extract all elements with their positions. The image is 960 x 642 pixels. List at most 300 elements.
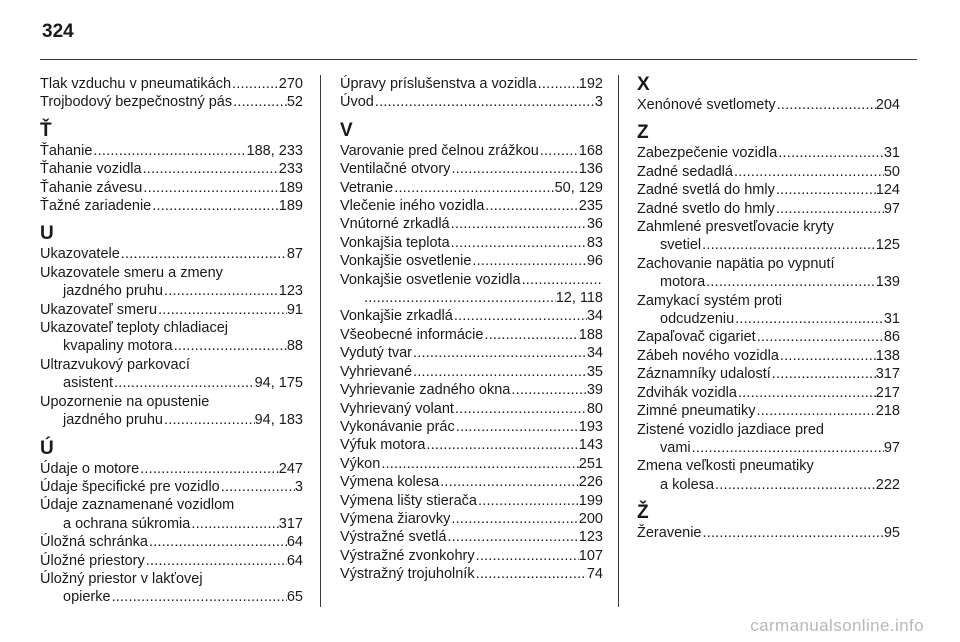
index-entry-pages: 31 <box>883 145 900 162</box>
index-entry-term: Výstražný trojuholník <box>340 566 475 583</box>
index-entry-line <box>637 457 900 475</box>
index-entry-line <box>40 588 303 606</box>
leader-dots <box>734 310 884 328</box>
index-entry-line <box>637 365 900 383</box>
index-entry-pages: 97 <box>883 439 900 456</box>
index-entry-term: odcudzeniu <box>660 311 735 328</box>
index-entry <box>40 570 303 607</box>
index-entry-line <box>637 328 900 346</box>
index-column-1 <box>40 75 303 607</box>
index-entry-pages: 168 <box>578 142 603 159</box>
leader-dots <box>737 384 876 402</box>
index-entry-term: Ukazovateľ smeru <box>40 301 158 318</box>
index-entry-pages: 235 <box>578 198 603 215</box>
index-entry <box>340 271 603 308</box>
index-entry-line <box>340 271 603 289</box>
index-entry-pages: 123 <box>578 529 603 546</box>
index-entry-term: Úpravy príslušenstva a vozidla <box>340 76 537 92</box>
index-entry-line <box>40 142 303 160</box>
leader-dots <box>120 245 287 263</box>
index-entry-term: Výstražné svetlá <box>340 529 447 546</box>
leader-dots <box>771 365 876 383</box>
index-entry-line <box>40 478 303 496</box>
index-entry-term: Ukazovateľ teploty chladiacej <box>40 320 228 337</box>
index-letter-heading: Ť <box>40 119 52 141</box>
leader-dots <box>475 547 579 565</box>
index-entry-term: Ultrazvukový parkovací <box>40 356 190 373</box>
index-entry-line <box>40 393 303 411</box>
leader-dots <box>446 528 578 546</box>
index-entry-line <box>40 515 303 533</box>
index-entry-line <box>40 93 303 111</box>
index-entry-line <box>40 319 303 337</box>
index-entry-line <box>40 374 303 392</box>
index-entry-line <box>340 363 603 381</box>
leader-dots <box>380 455 578 473</box>
index-entry-pages: 189 <box>278 198 303 215</box>
index-entry-term: Úložné priestory <box>40 552 145 569</box>
index-entry <box>637 365 900 383</box>
index-entry-term: Ťažné zariadenie <box>40 198 152 215</box>
index-entry-pages: 80 <box>586 400 603 417</box>
index-entry <box>40 75 303 93</box>
index-entry-term: Varovanie pred čelnou zrážkou <box>340 142 539 159</box>
leader-dots <box>232 93 287 111</box>
index-entry-line <box>637 402 900 420</box>
index-entry-term: opierke <box>63 589 111 606</box>
leader-dots <box>733 163 884 181</box>
index-entry <box>40 197 303 215</box>
index-entry <box>340 473 603 491</box>
leader-dots <box>157 301 287 319</box>
index-entry-line <box>340 418 603 436</box>
leader-dots <box>111 588 287 606</box>
index-entry-pages: 125 <box>875 237 900 254</box>
leader-dots <box>484 197 579 215</box>
index-entry-line <box>637 273 900 291</box>
index-entry-pages: 12, 118 <box>555 290 603 307</box>
index-entry-term: Vlečenie iného vozidla <box>340 198 485 215</box>
index-entry-pages: 64 <box>286 534 303 551</box>
index-entry-line <box>340 547 603 565</box>
leader-dots <box>412 363 587 381</box>
index-entry-pages: 136 <box>578 161 603 178</box>
index-entry-pages: 88 <box>286 338 303 355</box>
index-entry-term: vami <box>660 439 691 456</box>
index-entry-line <box>340 160 603 178</box>
index-entry <box>340 234 603 252</box>
index-entry-term: Upozornenie na opustenie <box>40 393 210 410</box>
index-entry-term: a kolesa <box>660 476 715 493</box>
index-entry-pages: 94, 183 <box>254 412 303 429</box>
index-entry-pages: 3 <box>294 478 303 495</box>
index-entry-line <box>340 381 603 399</box>
index-entry <box>340 142 603 160</box>
index-entry <box>340 363 603 381</box>
index-entry-pages: 52 <box>286 94 303 111</box>
index-entry <box>40 496 303 533</box>
index-entry-line <box>340 510 603 528</box>
leader-dots <box>776 96 876 114</box>
leader-dots <box>755 402 875 420</box>
index-entry-line <box>40 75 303 93</box>
index-entry <box>340 160 603 178</box>
index-entry-pages: 270 <box>278 76 303 92</box>
index-entry <box>40 93 303 111</box>
index-entry-pages: 222 <box>875 476 900 493</box>
index-entry-pages: 74 <box>586 566 603 583</box>
index-entry-line <box>340 179 603 197</box>
leader-dots <box>145 552 287 570</box>
index-entry-term: svetiel <box>660 237 702 254</box>
index-entry <box>637 255 900 292</box>
leader-dots <box>450 160 578 178</box>
index-entry-line <box>637 200 900 218</box>
index-entry <box>637 163 900 181</box>
leader-dots <box>139 460 279 478</box>
leader-dots <box>453 307 587 325</box>
index-entry <box>40 393 303 430</box>
leader-dots <box>477 492 579 510</box>
index-entry-line <box>340 93 603 111</box>
index-entry-line <box>340 307 603 325</box>
index-entry <box>637 292 900 329</box>
index-entry <box>340 75 603 93</box>
index-entry <box>340 252 603 270</box>
index-entry-term: asistent <box>63 375 113 392</box>
index-entry <box>40 264 303 301</box>
index-entry-line <box>637 255 900 273</box>
index-entry-line <box>637 292 900 310</box>
index-entry-line <box>40 356 303 374</box>
index-entry <box>340 326 603 344</box>
leader-dots <box>163 282 279 300</box>
index-entry-line <box>340 473 603 491</box>
leader-dots <box>455 418 579 436</box>
leader-dots <box>450 234 587 252</box>
index-entry-pages: 217 <box>875 384 900 401</box>
index-entry-term: Zdvihák vozidla <box>637 384 737 401</box>
leader-dots <box>231 75 279 93</box>
leader-dots <box>425 436 578 454</box>
index-entry <box>637 421 900 458</box>
leader-dots <box>521 271 603 289</box>
index-entry-term: Zamykací systém proti <box>637 292 783 309</box>
index-entry-line <box>340 326 603 344</box>
leader-dots <box>714 476 876 494</box>
index-entry <box>40 478 303 496</box>
index-entry-term: Trojbodový bezpečnostný pás <box>40 94 233 111</box>
index-entry-term: kvapaliny motora <box>63 338 173 355</box>
index-letter-heading: V <box>340 119 353 141</box>
index-letter-heading: Z <box>637 122 649 144</box>
leader-dots <box>151 197 279 215</box>
index-entry-line <box>40 282 303 300</box>
index-entry-term: Ťahanie <box>40 142 93 159</box>
index-entry-term: Vonkajšie osvetlenie vozidla <box>340 271 521 288</box>
index-entry <box>637 181 900 199</box>
index-entry-line <box>637 181 900 199</box>
index-entry-term: Zmena veľkosti pneumatiky <box>637 458 814 475</box>
index-entry <box>40 533 303 551</box>
index-entry-line <box>40 460 303 478</box>
index-entry-pages: 94, 175 <box>254 375 303 392</box>
index-entry <box>40 301 303 319</box>
index-entry <box>40 245 303 263</box>
index-entry-pages: 226 <box>578 474 603 491</box>
index-entry-term: Vnútorné zrkadlá <box>340 216 450 233</box>
leader-dots <box>412 344 587 362</box>
index-entry-pages: 143 <box>578 437 603 454</box>
index-entry-term: Zapaľovač cigariet <box>637 329 756 346</box>
index-entry-pages: 50 <box>883 163 900 180</box>
index-entry <box>637 96 900 114</box>
index-entry <box>40 160 303 178</box>
index-entry <box>637 402 900 420</box>
index-entry <box>637 384 900 402</box>
index-entry-pages: 34 <box>586 308 603 325</box>
index-entry-term: motora <box>660 274 706 291</box>
index-entry-pages: 86 <box>883 329 900 346</box>
index-entry <box>637 457 900 494</box>
index-entry-term: Zimné pneumatiky <box>637 403 756 420</box>
index-entry-line <box>40 245 303 263</box>
index-entry-pages: 34 <box>586 345 603 362</box>
index-entry-line <box>340 289 603 307</box>
leader-dots <box>113 374 255 392</box>
index-entry-line <box>40 160 303 178</box>
index-entry-pages: 199 <box>578 492 603 509</box>
index-entry-line <box>637 421 900 439</box>
index-entry <box>637 347 900 365</box>
page-number: 324 <box>42 21 74 42</box>
index-entry <box>340 215 603 233</box>
index-entry-line <box>340 252 603 270</box>
index-entry-term: Zabezpečenie vozidla <box>637 145 778 162</box>
index-entry <box>340 436 603 454</box>
index-entry-pages: 188 <box>578 326 603 343</box>
leader-dots <box>475 565 587 583</box>
index-entry-term: Vykonávanie prác <box>340 418 455 435</box>
index-entry <box>340 93 603 111</box>
leader-dots <box>220 478 295 496</box>
watermark: carmanualsonline.info <box>750 616 924 635</box>
leader-dots <box>775 200 884 218</box>
index-entry-line <box>637 96 900 114</box>
index-entry-pages: 139 <box>875 274 900 291</box>
index-entry-line <box>340 344 603 362</box>
leader-dots <box>450 215 587 233</box>
index-entry <box>637 218 900 255</box>
leader-dots <box>363 289 556 307</box>
index-entry-line <box>637 476 900 494</box>
index-entry <box>40 319 303 356</box>
index-entry-line <box>340 197 603 215</box>
index-entry <box>637 144 900 162</box>
index-entry-term: Xenónové svetlomety <box>637 97 776 113</box>
leader-dots <box>142 179 278 197</box>
index-entry-line <box>637 144 900 162</box>
index-entry-pages: 123 <box>278 283 303 300</box>
index-entry-term: Výmena lišty stierača <box>340 492 477 509</box>
index-entry-term: Zadné svetlo do hmly <box>637 200 775 217</box>
index-entry-pages: 107 <box>578 547 603 564</box>
index-entry <box>637 200 900 218</box>
index-entry-pages: 83 <box>586 234 603 251</box>
index-entry-term: Vonkajšie osvetlenie <box>340 253 472 270</box>
index-letter-heading: Ž <box>637 502 649 524</box>
index-entry-term: Zachovanie napätia po vypnutí <box>637 255 835 272</box>
index-entry <box>40 356 303 393</box>
index-entry-pages: 233 <box>278 161 303 178</box>
index-entry-pages: 317 <box>875 366 900 383</box>
index-entry-line <box>40 301 303 319</box>
index-entry <box>340 400 603 418</box>
index-letter-heading: X <box>637 74 650 95</box>
index-entry-pages: 95 <box>883 525 900 542</box>
leader-dots <box>471 252 586 270</box>
index-entry-pages: 35 <box>586 363 603 380</box>
index-entry-term: Záznamníky udalostí <box>637 366 771 383</box>
index-entry <box>340 547 603 565</box>
index-entry-term: Vydutý tvar <box>340 345 412 362</box>
index-entry <box>340 455 603 473</box>
index-entry-pages: 3 <box>594 94 603 111</box>
index-entry-line <box>637 218 900 236</box>
leader-dots <box>775 181 876 199</box>
index-entry-line <box>637 524 900 542</box>
index-entry-term: Úložný priestor v lakťovej <box>40 570 203 587</box>
index-entry-term: Vetranie <box>340 179 394 196</box>
index-entry-pages: 204 <box>875 97 900 113</box>
index-entry-line <box>40 552 303 570</box>
index-entry-pages: 31 <box>883 311 900 328</box>
index-entry-term: Výfuk motora <box>340 437 426 454</box>
index-entry-term: a ochrana súkromia <box>63 515 191 532</box>
index-entry-term: Ukazovatele <box>40 246 120 263</box>
index-entry-term: Zistené vozidlo jazdiace pred <box>637 421 824 438</box>
leader-dots <box>163 411 255 429</box>
index-entry-line <box>340 436 603 454</box>
index-entry-term: Úložná schránka <box>40 534 148 551</box>
index-entry-term: Ukazovatele smeru a zmeny <box>40 264 223 281</box>
index-entry-line <box>40 264 303 282</box>
index-entry-term: Zadné svetlá do hmly <box>637 182 775 199</box>
index-entry-line <box>637 310 900 328</box>
index-entry-line <box>40 533 303 551</box>
index-entry <box>637 524 900 542</box>
index-entry-line <box>340 455 603 473</box>
index-column-3 <box>637 75 900 543</box>
index-entry-pages: 251 <box>578 455 603 472</box>
leader-dots <box>705 273 876 291</box>
index-entry-pages: 97 <box>883 200 900 217</box>
index-entry-line <box>637 347 900 365</box>
index-entry-term: Údaje o motore <box>40 460 140 477</box>
leader-dots <box>439 473 579 491</box>
index-entry-term: Výstražné zvonkohry <box>340 547 475 564</box>
index-entry-term: Výmena žiarovky <box>340 510 451 527</box>
index-entry-line <box>340 215 603 233</box>
leader-dots <box>756 328 884 346</box>
column-divider <box>618 75 619 607</box>
leader-dots <box>374 93 595 111</box>
index-entry <box>340 307 603 325</box>
index-entry <box>340 492 603 510</box>
index-entry-pages: 189 <box>278 179 303 196</box>
index-entry-term: Ťahanie závesu <box>40 179 143 196</box>
index-entry <box>40 552 303 570</box>
leader-dots <box>148 533 287 551</box>
index-entry-pages: 36 <box>586 216 603 233</box>
index-entry-term: Údaje zaznamenané vozidlom <box>40 497 235 514</box>
index-entry-term: jazdného pruhu <box>63 283 163 300</box>
index-entry-term: Vonkajšie zrkadlá <box>340 308 453 325</box>
index-entry-line <box>637 384 900 402</box>
index-entry <box>340 179 603 197</box>
index-entry-line <box>637 439 900 457</box>
index-entry <box>340 510 603 528</box>
leader-dots <box>779 347 876 365</box>
index-entry-term: jazdného pruhu <box>63 412 163 429</box>
index-entry-term: Vyhrievanie zadného okna <box>340 382 511 399</box>
index-entry-pages: 317 <box>278 515 303 532</box>
leader-dots <box>450 510 578 528</box>
leader-dots <box>701 236 876 254</box>
index-entry <box>340 418 603 436</box>
index-entry-line <box>340 142 603 160</box>
leader-dots <box>92 142 246 160</box>
leader-dots <box>454 400 587 418</box>
leader-dots <box>539 142 579 160</box>
index-letter-heading: Ú <box>40 437 54 459</box>
index-entry-line <box>340 234 603 252</box>
index-entry-term: Údaje špecifické pre vozidlo <box>40 478 220 495</box>
index-entry-term: Ťahanie vozidla <box>40 161 142 178</box>
index-entry-line <box>340 492 603 510</box>
index-entry-term: Tlak vzduchu v pneumatikách <box>40 76 232 92</box>
index-entry <box>40 460 303 478</box>
index-entry-line <box>40 411 303 429</box>
index-entry <box>340 197 603 215</box>
index-entry-term: Zábeh nového vozidla <box>637 347 779 364</box>
index-entry <box>637 328 900 346</box>
index-entry-term: Vonkajšia teplota <box>340 234 450 251</box>
index-entry <box>40 142 303 160</box>
index-entry-line <box>40 179 303 197</box>
index-entry-term: Úvod <box>340 94 374 111</box>
index-entry <box>340 381 603 399</box>
header-rule <box>40 59 917 60</box>
leader-dots <box>510 381 586 399</box>
index-entry-term: Zadné sedadlá <box>637 163 733 180</box>
index-entry-term: Zahmlené presvetľovacie kryty <box>637 219 834 236</box>
index-entry-pages: 87 <box>286 246 303 263</box>
index-entry-pages: 218 <box>875 403 900 420</box>
index-entry <box>340 565 603 583</box>
index-letter-heading: U <box>40 223 54 245</box>
column-divider <box>320 75 321 607</box>
leader-dots <box>691 439 884 457</box>
index-entry-pages: 65 <box>286 589 303 606</box>
index-entry-line <box>40 570 303 588</box>
index-entry-term: Vyhrievané <box>340 363 413 380</box>
index-entry-line <box>637 236 900 254</box>
index-entry-pages: 138 <box>875 347 900 364</box>
index-entry-pages: 193 <box>578 418 603 435</box>
index-entry-term: Vyhrievaný volant <box>340 400 454 417</box>
index-entry-line <box>637 163 900 181</box>
